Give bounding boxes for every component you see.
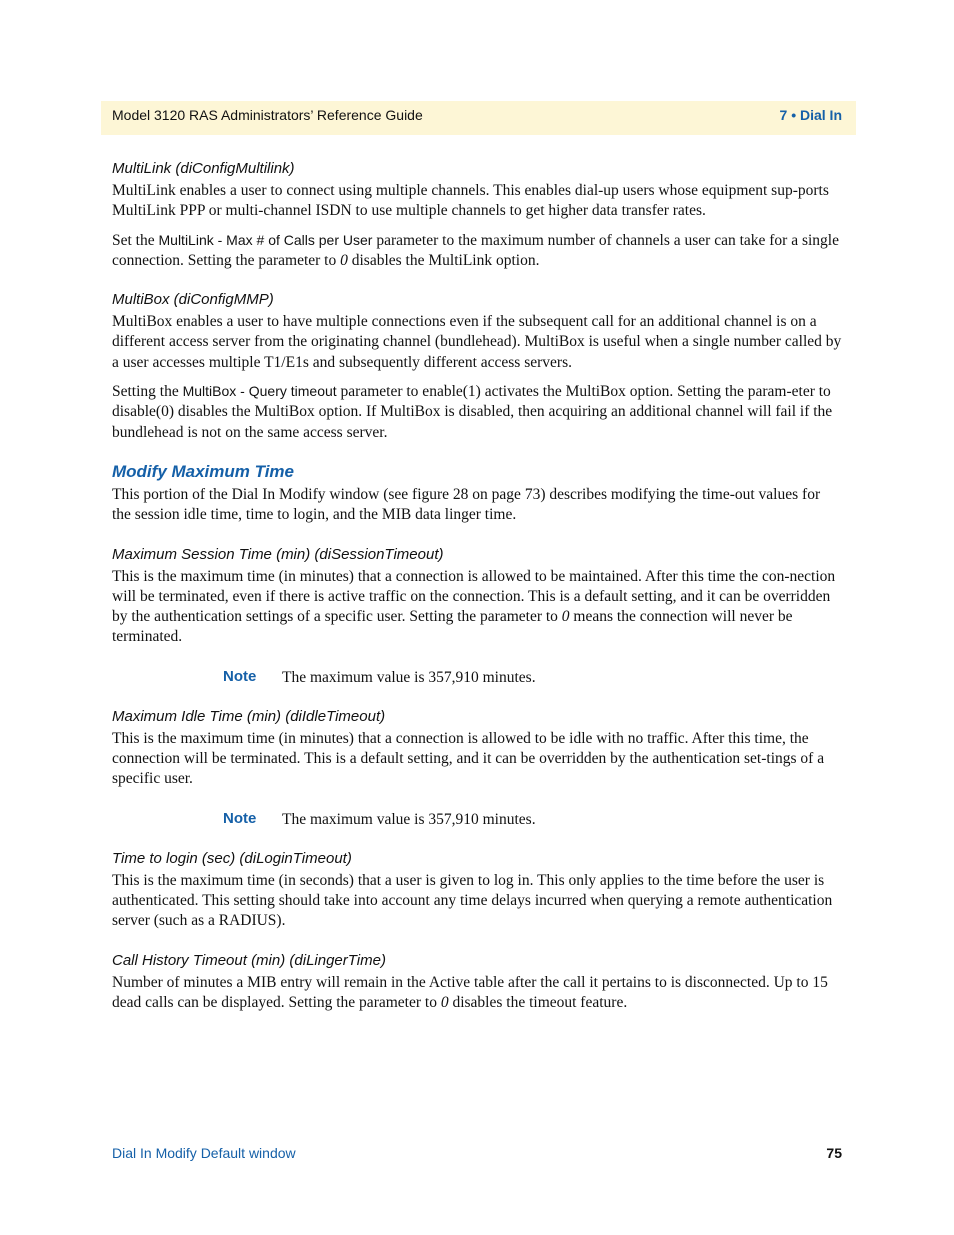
text-run: disables the MultiLink option.: [347, 251, 540, 269]
text-run: Setting the: [112, 383, 183, 401]
multibox-paragraph-1: MultiBox enables a user to have multiple connections even if the subsequent call for an additional channel is on a different access server from the originating channel (bundlehead). MultiBox is useful when a single number called by a user accesses multiple T1/E1s and subsequently different access servers.: [112, 313, 842, 371]
login-timeout-heading: Time to login (sec) (diLoginTimeout): [112, 849, 352, 867]
session-timeout-heading: Maximum Session Time (min) (diSessionTimeout): [112, 545, 444, 563]
session-timeout-paragraph: [112, 567, 842, 648]
parameter-name: MultiBox - Query timeout: [182, 383, 337, 400]
modify-maximum-time-paragraph: This portion of the Dial In Modify window (see figure 28 on page 73) describes modifying the time-out values for the session idle time, time to login, and the MIB data linger time.: [112, 485, 821, 524]
note-label: Note: [223, 809, 257, 827]
header-chapter: 7 • Dial In: [779, 107, 842, 123]
text-run: parameter to enable(1) activates the MultiBox option. Setting the param-eter to disable(0) disables the MultiBox option. If MultiBox is disabled, then acquiring an additional channel will fail if the bundlehead is not on the same access server.: [112, 383, 833, 441]
modify-maximum-time-heading: Modify Maximum Time: [112, 461, 294, 481]
multilink-heading: MultiLink (diConfigMultilink): [112, 160, 295, 177]
idle-timeout-heading: Maximum Idle Time (min) (diIdleTimeout): [112, 707, 386, 725]
login-timeout-paragraph: This is the maximum time (in seconds) that a user is given to log in. This only applies to the time before the user is authenticated. This setting should take into account any time delays incurred when querying a remote authentication server (such as a RADIUS).: [112, 871, 833, 930]
note-text: The maximum value is 357,910 minutes.: [282, 810, 536, 828]
text-run: Number of minutes a MIB entry will remain in the Active table after the call it pertains to is disconnected. Up to 15 dead calls can be displayed. Setting the parameter to: [112, 973, 828, 1011]
running-header: [101, 101, 856, 135]
linger-time-paragraph: [112, 973, 842, 1014]
parameter-value: 0: [561, 608, 570, 626]
linger-time-heading: Call History Timeout (min) (diLingerTime): [112, 951, 386, 969]
text-run: Set the: [112, 231, 159, 249]
multilink-paragraph-2: [112, 230, 842, 272]
parameter-value: 0: [340, 251, 348, 269]
note-label: Note: [223, 667, 257, 685]
header-doc-title: Model 3120 RAS Administrators’ Reference Guide: [112, 107, 423, 123]
parameter-value: 0: [440, 993, 449, 1011]
text-run: parameter to the maximum number of channels a user can take for a single connection. Setting the parameter to: [112, 231, 839, 269]
parameter-name: MultiLink - Max # of Calls per User: [158, 231, 373, 248]
note-text: The maximum value is 357,910 minutes.: [282, 668, 536, 686]
multilink-paragraph-1: MultiLink enables a user to connect using multiple channels. This enables dial-up users whose equipment sup-ports MultiLink PPP or multi-channel ISDN to use multiple channels to get higher data transfer rates.: [112, 182, 829, 220]
multibox-paragraph-2: [112, 381, 842, 443]
running-footer: [112, 1145, 842, 1161]
idle-timeout-note: [112, 810, 842, 830]
multibox-heading: MultiBox (diConfigMMP): [112, 291, 274, 309]
text-run: This is the maximum time (in minutes) that a connection is allowed to be maintained. After this time the con-nection will be terminated, even if there is active traffic on the connection. This is a default setting, and it can be overridden by the authentication settings of a specific user. Setting the parameter to: [112, 567, 836, 626]
footer-section-title: Dial In Modify Default window: [112, 1145, 296, 1161]
idle-timeout-paragraph: This is the maximum time (in minutes) that a connection is allowed to be idle with no traffic. After this time, the connection will be terminated. This is a default setting, and it can be overridden by the authentication set-tings of a specific user.: [112, 729, 825, 788]
text-run: means the connection will never be terminated.: [112, 608, 793, 646]
page-content: [112, 158, 842, 1013]
session-timeout-note: [112, 668, 842, 688]
page-number: 75: [826, 1145, 842, 1161]
text-run: disables the timeout feature.: [448, 993, 628, 1011]
